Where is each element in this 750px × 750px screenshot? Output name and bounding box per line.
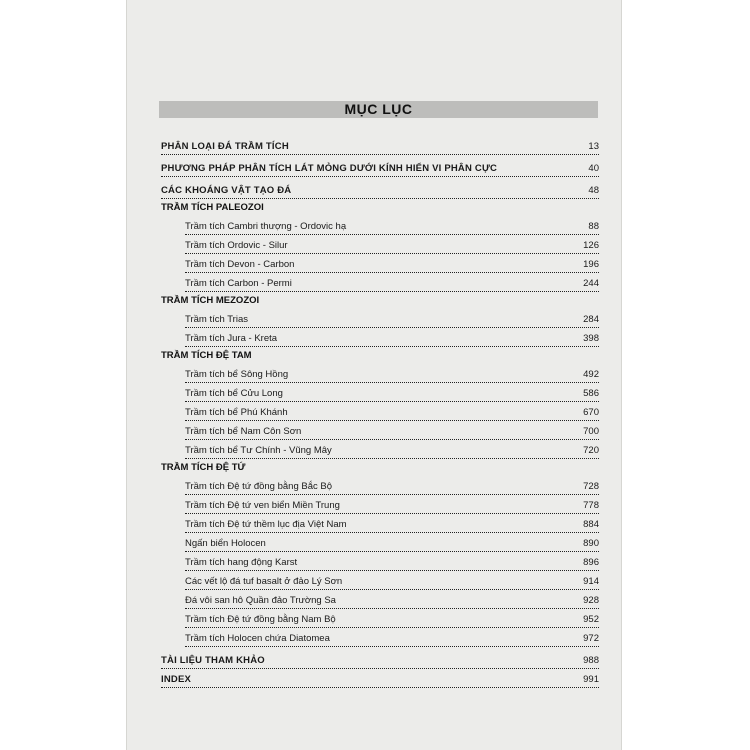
- toc-entry-label: Trầm tích Đệ tứ ven biển Miền Trung: [185, 500, 340, 511]
- toc-entry-page: 398: [583, 333, 599, 344]
- toc-entry[interactable]: [185, 235, 599, 254]
- toc-entry-page: 988: [583, 655, 599, 666]
- toc-entry-label: Trầm tích bể Sông Hồng: [185, 369, 289, 380]
- toc-entry-page: 952: [583, 614, 599, 625]
- toc-entry-label: TÀI LIỆU THAM KHẢO: [161, 655, 265, 666]
- page-title: MỤC LỤC: [344, 101, 413, 117]
- toc-entry-page: 13: [588, 141, 599, 152]
- toc-entry[interactable]: [185, 328, 599, 347]
- toc-entry-label: Trầm tích Cambri thượng - Ordovic hạ: [185, 221, 347, 232]
- toc-entry[interactable]: [185, 364, 599, 383]
- toc-entry-page: 492: [583, 369, 599, 380]
- toc-entry-label: Trầm tích Devon - Carbon: [185, 259, 295, 270]
- toc-entry-label: Trầm tích bể Phú Khánh: [185, 407, 288, 418]
- toc-entry-label: Trầm tích bể Tư Chính - Vũng Mây: [185, 445, 332, 456]
- section-heading-de-tam: TRẦM TÍCH ĐỆ TAM: [161, 350, 252, 361]
- toc-entry[interactable]: [185, 421, 599, 440]
- toc-entry-page: 244: [583, 278, 599, 289]
- toc-entry[interactable]: [185, 402, 599, 421]
- toc-entry-page: 88: [588, 221, 599, 232]
- toc-entry[interactable]: [161, 650, 599, 669]
- toc-entry-page: 196: [583, 259, 599, 270]
- toc-entry-page: 896: [583, 557, 599, 568]
- toc-entry[interactable]: [185, 383, 599, 402]
- toc-entry-page: 48: [588, 185, 599, 196]
- toc-entry-label: Trầm tích Đệ tứ thềm lục địa Việt Nam: [185, 519, 347, 530]
- toc-entry-page: 284: [583, 314, 599, 325]
- section-heading-paleozoi: TRẦM TÍCH PALEOZOI: [161, 202, 264, 213]
- toc-entry[interactable]: [185, 273, 599, 292]
- toc-entry-label: Trầm tích bể Nam Côn Sơn: [185, 426, 302, 437]
- toc-entry-label: Trầm tích Ordovic - Silur: [185, 240, 288, 251]
- toc-entry-label: Trầm tích Holocen chứa Diatomea: [185, 633, 330, 644]
- toc-entry-label: Ngấn biển Holocen: [185, 538, 266, 549]
- toc-entry-page: 126: [583, 240, 599, 251]
- table-of-contents: [161, 136, 599, 688]
- toc-entry[interactable]: [185, 590, 599, 609]
- toc-entry-label: CÁC KHOÁNG VẬT TẠO ĐÁ: [161, 185, 292, 196]
- toc-entry-label: Trầm tích Đệ tứ đồng bằng Nam Bộ: [185, 614, 336, 625]
- toc-entry-label: Trầm tích Jura - Kreta: [185, 333, 278, 344]
- toc-entry[interactable]: [161, 136, 599, 155]
- toc-entry-label: PHÂN LOẠI ĐÁ TRẦM TÍCH: [161, 141, 289, 152]
- toc-entry[interactable]: [185, 552, 599, 571]
- toc-entry-page: 700: [583, 426, 599, 437]
- toc-entry-page: 728: [583, 481, 599, 492]
- toc-entry-page: 40: [588, 163, 599, 174]
- toc-entry[interactable]: [185, 309, 599, 328]
- toc-entry[interactable]: [161, 669, 599, 688]
- toc-entry-label: Trầm tích Đệ tứ đồng bằng Bắc Bộ: [185, 481, 332, 492]
- toc-entry-page: 991: [583, 674, 599, 685]
- toc-entry[interactable]: [185, 514, 599, 533]
- section-heading-de-tu: TRẦM TÍCH ĐỆ TỨ: [161, 462, 246, 473]
- section-heading-mezozoi: TRẦM TÍCH MEZOZOI: [161, 295, 260, 306]
- toc-entry-label: Trầm tích Trias: [185, 314, 248, 325]
- toc-entry[interactable]: [185, 254, 599, 273]
- toc-entry-label: Trầm tích Carbon - Permi: [185, 278, 292, 289]
- toc-entry[interactable]: [185, 533, 599, 552]
- toc-entry-page: 914: [583, 576, 599, 587]
- toc-entry[interactable]: [185, 609, 599, 628]
- toc-entry-page: 890: [583, 538, 599, 549]
- toc-entry-page: 884: [583, 519, 599, 530]
- toc-entry-page: 928: [583, 595, 599, 606]
- toc-entry-label: INDEX: [161, 674, 192, 685]
- toc-entry-page: 670: [583, 407, 599, 418]
- toc-entry-label: Đá vôi san hô Quần đảo Trường Sa: [185, 595, 336, 606]
- toc-entry[interactable]: [185, 495, 599, 514]
- toc-entry[interactable]: [185, 571, 599, 590]
- toc-entry-label: Trầm tích bể Cửu Long: [185, 388, 283, 399]
- toc-entry[interactable]: [185, 628, 599, 647]
- toc-entry-label: Các vết lộ đá tuf basalt ở đảo Lý Sơn: [185, 576, 343, 587]
- toc-entry[interactable]: [161, 158, 599, 177]
- toc-entry[interactable]: [185, 440, 599, 459]
- toc-entry-label: PHƯƠNG PHÁP PHÂN TÍCH LÁT MỎNG DƯỚI KÍNH HIỂN VI PHÂN CỰC: [161, 163, 498, 174]
- toc-entry-page: 586: [583, 388, 599, 399]
- toc-entry-page: 720: [583, 445, 599, 456]
- toc-entry[interactable]: [161, 180, 599, 199]
- toc-entry-label: Trầm tích hang động Karst: [185, 557, 298, 568]
- toc-entry[interactable]: [185, 216, 599, 235]
- toc-entry-page: 972: [583, 633, 599, 644]
- toc-entry-page: 778: [583, 500, 599, 511]
- toc-entry[interactable]: [185, 476, 599, 495]
